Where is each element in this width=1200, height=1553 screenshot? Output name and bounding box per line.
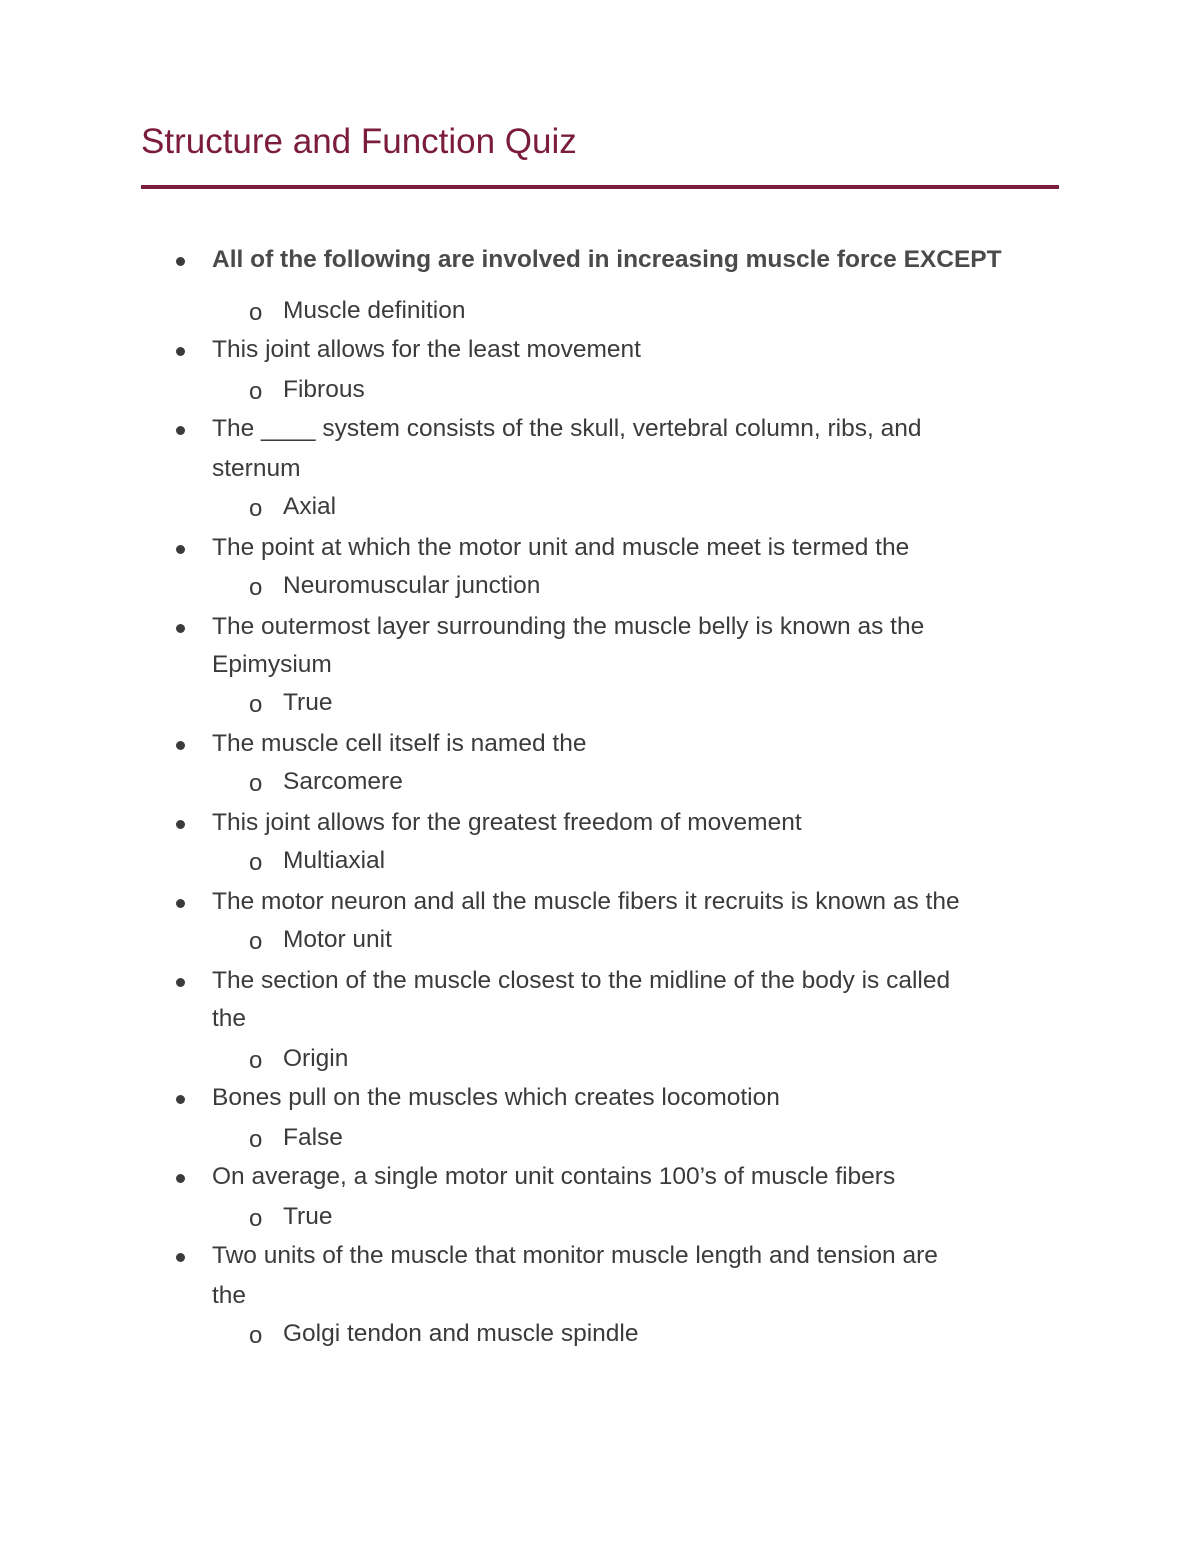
answer-text: Multiaxial bbox=[283, 847, 386, 874]
question-text: The outermost layer surrounding the muscle belly is known as the bbox=[212, 613, 925, 640]
bullet-icon bbox=[176, 347, 185, 356]
question-text: The point at which the motor unit and muscle meet is termed the bbox=[212, 534, 910, 561]
bullet-icon bbox=[176, 1095, 185, 1104]
question-text: The ____ system consists of the skull, vertebral column, ribs, and bbox=[212, 415, 922, 442]
answer-marker: o bbox=[249, 849, 263, 876]
question-text-continued: the bbox=[212, 1282, 247, 1309]
bullet-icon bbox=[176, 978, 185, 987]
answer-text: Motor unit bbox=[283, 926, 392, 953]
question-text-continued: Epimysium bbox=[212, 651, 332, 678]
question-text: Bones pull on the muscles which creates locomotion bbox=[212, 1084, 780, 1111]
answer-text: Sarcomere bbox=[283, 768, 403, 795]
answer-marker: o bbox=[249, 928, 263, 955]
bullet-icon bbox=[176, 624, 185, 633]
answer-marker: o bbox=[249, 691, 263, 718]
bullet-icon bbox=[176, 741, 185, 750]
answer-marker: o bbox=[249, 378, 263, 405]
question-text: Two units of the muscle that monitor muscle length and tension are bbox=[212, 1242, 938, 1269]
question-text-continued: the bbox=[212, 1005, 247, 1032]
question-text: The section of the muscle closest to the midline of the body is called bbox=[212, 967, 951, 994]
answer-text: False bbox=[283, 1124, 343, 1151]
bullet-icon bbox=[176, 1253, 185, 1262]
question-text: On average, a single motor unit contains 100’s of muscle fibers bbox=[212, 1163, 896, 1190]
answer-text: Neuromuscular junction bbox=[283, 572, 541, 599]
answer-marker: o bbox=[249, 1322, 263, 1349]
bullet-icon bbox=[176, 426, 185, 435]
answer-marker: o bbox=[249, 770, 263, 797]
question-text-continued: sternum bbox=[212, 455, 301, 482]
bullet-icon bbox=[176, 545, 185, 554]
answer-marker: o bbox=[249, 299, 263, 326]
question-text: This joint allows for the greatest freedom of movement bbox=[212, 809, 802, 836]
answer-text: Fibrous bbox=[283, 376, 365, 403]
answer-marker: o bbox=[249, 1205, 263, 1232]
question-text: The motor neuron and all the muscle fibers it recruits is known as the bbox=[212, 888, 960, 915]
bullet-icon bbox=[176, 899, 185, 908]
answer-text: Axial bbox=[283, 493, 337, 520]
answer-text: True bbox=[283, 689, 333, 716]
bullet-icon bbox=[176, 257, 185, 266]
answer-marker: o bbox=[249, 1047, 263, 1074]
answer-text: True bbox=[283, 1203, 333, 1230]
answer-marker: o bbox=[249, 574, 263, 601]
answer-marker: o bbox=[249, 1126, 263, 1153]
answer-text: Muscle definition bbox=[283, 297, 466, 324]
bullet-icon bbox=[176, 820, 185, 829]
page-title: Structure and Function Quiz bbox=[141, 122, 577, 161]
question-text: This joint allows for the least movement bbox=[212, 336, 641, 363]
answer-marker: o bbox=[249, 495, 263, 522]
bullet-icon bbox=[176, 1174, 185, 1183]
answer-text: Golgi tendon and muscle spindle bbox=[283, 1320, 639, 1347]
question-text: The muscle cell itself is named the bbox=[212, 730, 587, 757]
question-text: All of the following are involved in increasing muscle force EXCEPT bbox=[212, 246, 1002, 273]
answer-text: Origin bbox=[283, 1045, 349, 1072]
